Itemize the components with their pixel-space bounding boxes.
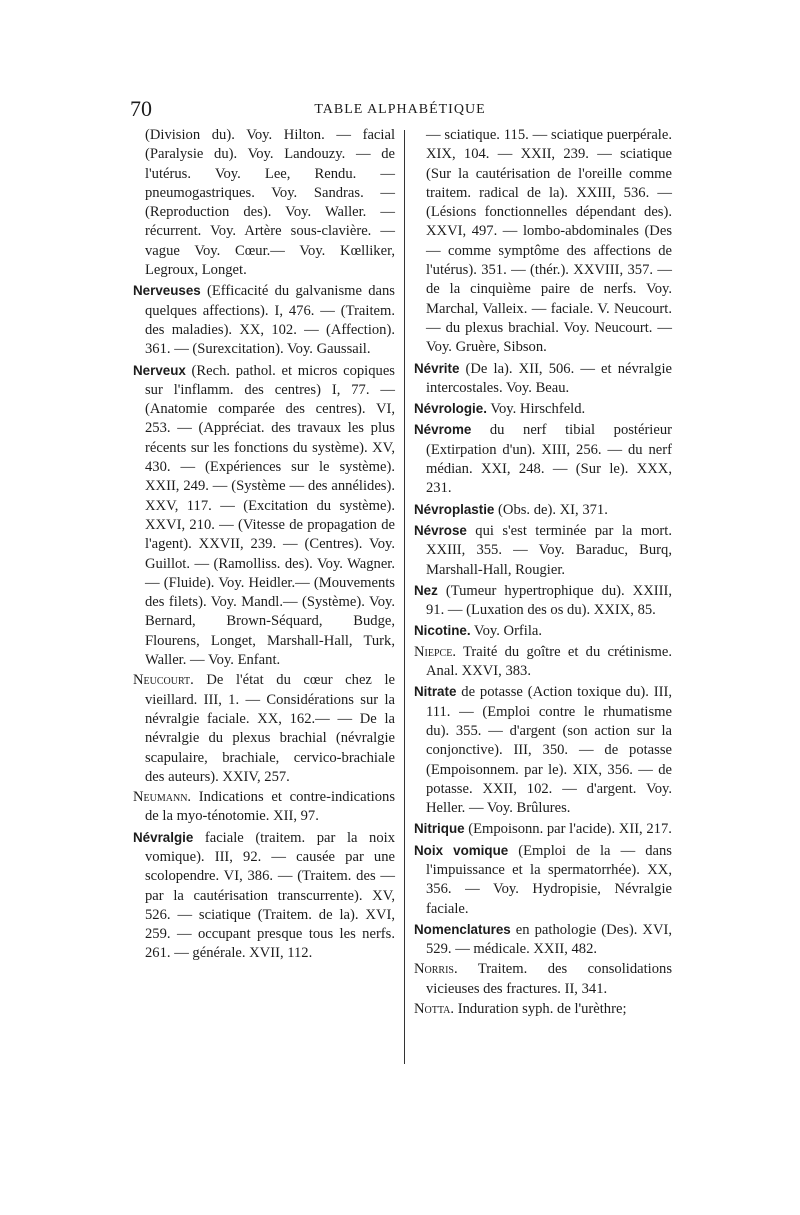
entry-headword: Névrologie. <box>414 401 487 417</box>
index-entry <box>133 828 395 964</box>
index-entry <box>414 1000 672 1019</box>
right-column <box>414 126 672 1020</box>
entry-text: en pathologie (Des). XVI, 529. — médicale. XXII, 482. <box>426 921 672 958</box>
index-entry <box>414 359 672 399</box>
entry-headword: Névrite <box>414 360 460 376</box>
index-entry <box>133 126 395 280</box>
entry-headword: Nitrique <box>414 821 465 837</box>
entry-text: Traité du goître et du crétinisme. Anal. XXVI, 383. <box>426 643 672 680</box>
entry-text: du nerf tibial postérieur (Extirpation d'un). XIII, 256. — du nerf médian. XXI, 248. — (Sur le). XXX, 231. <box>426 422 672 497</box>
entry-text: Indications et contre-indications de la myo-ténotomie. XII, 97. <box>145 789 395 825</box>
entry-headword: Nomenclatures <box>414 921 511 937</box>
entry-headword: Névrose <box>414 522 467 538</box>
index-entry <box>414 621 672 641</box>
index-entry <box>414 682 672 818</box>
entry-headword: Neucourt. <box>133 672 194 689</box>
index-entry <box>414 920 672 960</box>
index-entry <box>414 960 672 999</box>
page-number: 70 <box>130 96 152 121</box>
left-column <box>133 126 395 965</box>
index-entry <box>414 819 672 839</box>
entry-text: De l'état du cœur chez le vieillard. III, 1. — Considérations sur la névralgie faciale. XX, 162.— — De la névralgie du plexus brachial (névralgie scapulaire, brachiale, cervico-brachiale des auteurs). XXIV, 257. <box>145 672 395 785</box>
entry-headword: Névrome <box>414 422 472 438</box>
entry-text: faciale (traitem. par la noix vomique). III, 92. — causée par une scolopendre. VI, 386. — (Traitem. des — par la cautérisation transcurrente). XV, 526. — sciatique (Traitem. de la). XVI, 259. — occupant presque tous les nerfs. 261. — générale. XVII, 112. <box>145 829 395 962</box>
entry-text: — sciatique. 115. — sciatique puerpérale. XIX, 104. — XXII, 239. — sciatique (Sur la cautérisation de l'oreille comme traitem. radical de la). XXIII, 536. — (Lésions fonctionnelles dépendant des). XXVI, 497. — lombo-abdominales (Des — comme symptôme des affections de l'utérus). 351. — (thér.). XXVIII, 357. — de la cinquième paire de nerfs. Voy. Marchal, Valleix. — faciale. V. Neucourt. — du plexus brachial. Voy. Neucourt. — Voy. Gruère, Sibson. <box>426 127 672 356</box>
entry-text: Traitem. des consolidations vicieuses des fractures. II, 341. <box>426 961 672 997</box>
entry-text: (Division du). Voy. Hilton. — facial (Paralysie du). Voy. Landouzy. — de l'utérus. Voy. Lee, Rendu. — pneumogastriques. Voy. Sandras. — (Reproduction des). Voy. Waller. — récurrent. Voy. Artère sous-clavière. — vague Voy. Cœur.— Voy. Kœlliker, Legroux, Longet. <box>145 127 395 279</box>
entry-text: (Obs. de). XI, 371. <box>494 501 608 518</box>
entry-text: qui s'est terminée par la mort. XXIII, 355. — Voy. Baraduc, Burq, Marshall-Hall, Rougier. <box>426 522 672 578</box>
page-header <box>130 96 670 122</box>
index-entry <box>414 399 672 419</box>
entry-headword: Norris. <box>414 961 458 978</box>
entry-text: Induration syph. de l'urèthre; <box>454 1001 627 1018</box>
entry-headword: Notta. <box>414 1001 455 1018</box>
index-entry <box>133 671 395 787</box>
entry-text: (Rech. pathol. et micros copiques sur l'inflamm. des centres) I, 77. — (Anatomie comparée des centres). VI, 253. — (Appréciat. des travaux les plus récents sur les fonctions du système). XV, 430. — (Expériences sur le système). XXII, 249. — (Système — des annélides). XXV, 117. — (Excitation du système). XXVI, 210. — (Vitesse de propagation de l'agent). XXVII, 239. — (Centres). Voy. Guillot. — (Ramolliss. des). Voy. Wagner. — (Fluide). Voy. Heidler.— (Mouvements des filets). Voy. Mandl.— (Système). Voy. Bernard, Brown-Séquard, Budge, Flourens, Longet, Marshall-Hall, Turk, Waller. — Voy. Enfant. <box>145 362 395 669</box>
running-title: TABLE ALPHABÉTIQUE <box>314 102 486 117</box>
index-entry <box>414 581 672 621</box>
entry-headword: Nerveuses <box>133 283 201 299</box>
entry-headword: Neumann. <box>133 789 192 806</box>
index-entry <box>414 126 672 358</box>
entry-headword: Nitrate <box>414 684 457 700</box>
entry-text: (Tumeur hypertrophique du). XXIII, 91. — (Luxation des os du). XXIX, 85. <box>426 582 672 619</box>
entry-headword: Nerveux <box>133 362 186 378</box>
index-entry <box>414 521 672 580</box>
entry-headword: Névralgie <box>133 829 194 845</box>
entry-text: de potasse (Action toxique du). III, 111. — (Emploi contre le rhumatisme du). 355. — d'argent (son action sur la conjonctive). III, 350. — de potasse (Empoisonnem. par le). XIX, 356. — de potasse. XXII, 102. — d'argent. Voy. Heller. — Voy. Brûlures. <box>426 684 672 817</box>
entry-text: (Empoisonn. par l'acide). XII, 217. <box>464 821 672 838</box>
index-entry <box>133 281 395 359</box>
entry-text: (Emploi de la — dans l'impuissance et la spermatorrhée). XX, 356. — Voy. Hydropisie, Névralgie faciale. <box>426 842 672 917</box>
entry-headword: Nicotine. <box>414 623 471 639</box>
index-entry <box>133 788 395 827</box>
entry-text: (Efficacité du galvanisme dans quelques affections). I, 476. — (Traitem. des maladies). XX, 102. — (Affection). 361. — (Surexcitation). Voy. Gaussail. <box>145 283 395 358</box>
index-entry <box>414 643 672 682</box>
entry-text: Voy. Hirschfeld. <box>486 401 586 418</box>
entry-headword: Nez <box>414 582 438 598</box>
entry-text: Voy. Orfila. <box>470 623 543 640</box>
index-entry <box>414 500 672 520</box>
index-entry <box>414 841 672 919</box>
entry-text: (De la). XII, 506. — et névralgie intercostales. Voy. Beau. <box>426 360 672 396</box>
index-entry <box>133 361 395 671</box>
index-entry <box>414 420 672 498</box>
entry-headword: Noix vomique <box>414 842 509 858</box>
column-divider <box>404 130 405 1064</box>
entry-headword: Niepce. <box>414 643 456 660</box>
entry-headword: Névroplastie <box>414 501 495 517</box>
